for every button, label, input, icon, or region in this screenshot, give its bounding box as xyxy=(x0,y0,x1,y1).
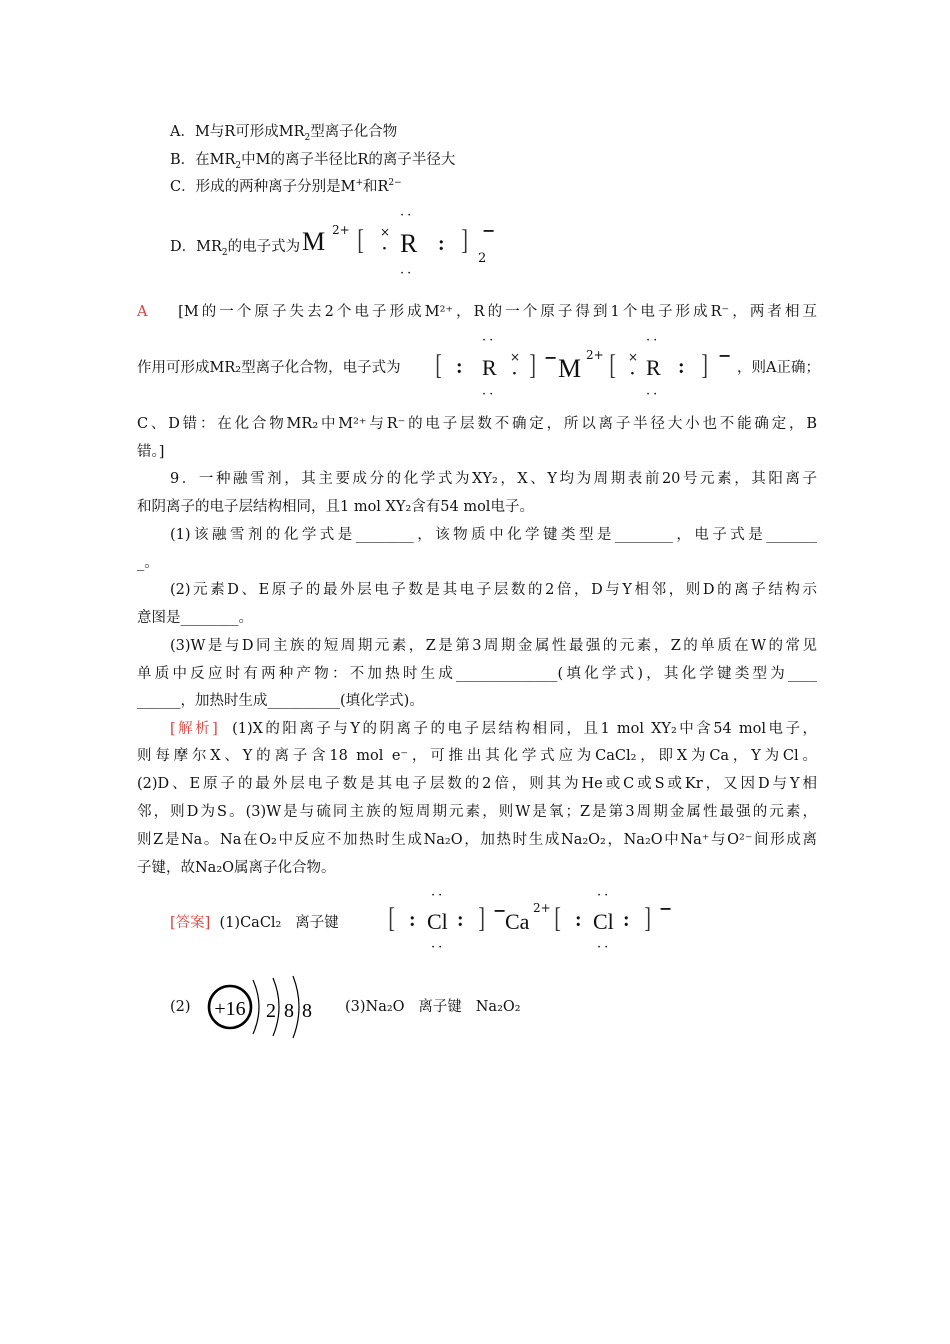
answer-tag: [答案] xyxy=(170,915,211,931)
q9-part3-c: ______，加热时生成__________(填化学式)。 xyxy=(137,693,424,709)
analysis8-line1: A [M的一个原子失去2个电子形成M²⁺，R的一个原子得到1个电子形成R⁻，两者相互 xyxy=(137,304,818,320)
shell-electrons-3: 8 xyxy=(302,1000,312,1022)
answer-letter: A xyxy=(137,304,148,320)
q9-part1-b: _。 xyxy=(137,555,159,571)
answer9-part2-label: (2) xyxy=(170,999,191,1015)
cacl2-electron-formula: [ : ·· Cl ·· : ] − Ca 2+ [ : ·· Cl ·· : ] − xyxy=(388,888,673,955)
analysis9-line6: 子键，故Na₂O属离子化合物。 xyxy=(137,860,336,876)
q9-stem-1: 9．一种融雪剂，其主要成分的化学式为XY₂，X、Y均为周期表前20号元素，其阳离子 xyxy=(170,471,817,487)
nucleus-charge: +16 xyxy=(214,998,246,1020)
q9-part1-a: (1)该融雪剂的化学式是________，该物质中化学键类型是________，电子式是_______ xyxy=(170,527,817,543)
analysis9-line2: 则每摩尔X、Y的离子含18 mol e⁻，可推出其化学式应为CaCl₂，即X为Ca，Y为Cl。 xyxy=(137,748,817,764)
shell-electrons-1: 2 xyxy=(266,1000,276,1022)
analysis9-line1: [解析] (1)X的阳离子与Y的阴离子的电子层结构相同，且1 mol XY₂中含54 mol电子， xyxy=(170,721,817,737)
option-a: A．M与R可形成$MR_2$型离子化合物 xyxy=(170,124,398,143)
q9-part2-a: (2)元素D、E原子的最外层电子数是其电子层数的2倍，D与Y相邻，则D的离子结构示 xyxy=(170,582,817,598)
analysis9-line5: 则Z是Na。Na在O₂中反应不加热时生成Na₂O，加热时生成Na₂O₂，Na₂O中Na⁺与O²⁻间形成离 xyxy=(137,832,817,848)
option-c: C．形成的两种离子分别是M+和$R^{2-}$ xyxy=(170,178,402,195)
option-b: B．在$MR_2$中M的离子半径比R的离子半径大 xyxy=(170,152,456,171)
analysis9-line3: (2)D、E原子的最外层电子数是其电子层数的2倍，则其为He或C或S或Kr，又因D与Y相 xyxy=(137,776,817,792)
option-d: D．$MR_2$的电子式为 xyxy=(170,239,301,258)
answer9-part1: [答案] (1)CaCl₂ 离子键 xyxy=(170,915,339,931)
shell-arc-1 xyxy=(253,980,259,1034)
q9-part2-b: 意图是________。 xyxy=(137,610,253,626)
analysis8-line4: 错。] xyxy=(137,444,165,460)
q9-part3-a: (3)W是与D同主族的短周期元素，Z是第3周期金属性最强的元素，Z的单质在W的常见 xyxy=(170,638,817,654)
option-d-electron-formula: M 2+ [ × · ·· R ·· : ] − 2 xyxy=(302,208,496,281)
answer9-part3: (3)Na₂O 离子键 Na₂O₂ xyxy=(345,999,521,1015)
q9-part3-b: 单质中反应时有两种产物：不加热时生成______________(填化学式)，其化学键类型为____ xyxy=(137,666,817,682)
analysis8-line2-pre: 作用可形成MR₂型离子化合物，电子式为 xyxy=(137,360,401,376)
shell-electrons-2: 8 xyxy=(284,1000,294,1022)
mr2-electron-formula: [ : ·· R ·· × · ] − M 2+ [ × · ·· R ·· : ] − xyxy=(435,333,732,402)
sulfur-ion-structure-diagram xyxy=(205,970,325,1040)
analysis9-line4: 邻，则D为S。(3)W是与硫同主族的短周期元素，则W是氧；Z是第3周期金属性最强的元素， xyxy=(137,804,817,820)
analysis-tag: [解析] xyxy=(170,721,218,737)
analysis8-line3: C、D错：在化合物MR₂中M²⁺与R⁻的电子层数不确定，所以离子半径大小也不能确定，B xyxy=(137,416,817,432)
q9-stem-2: 和阴离子的电子层结构相同，且1 mol XY₂含有54 mol电子。 xyxy=(137,499,534,515)
analysis8-line2-post: ，则A正确； xyxy=(737,360,820,376)
